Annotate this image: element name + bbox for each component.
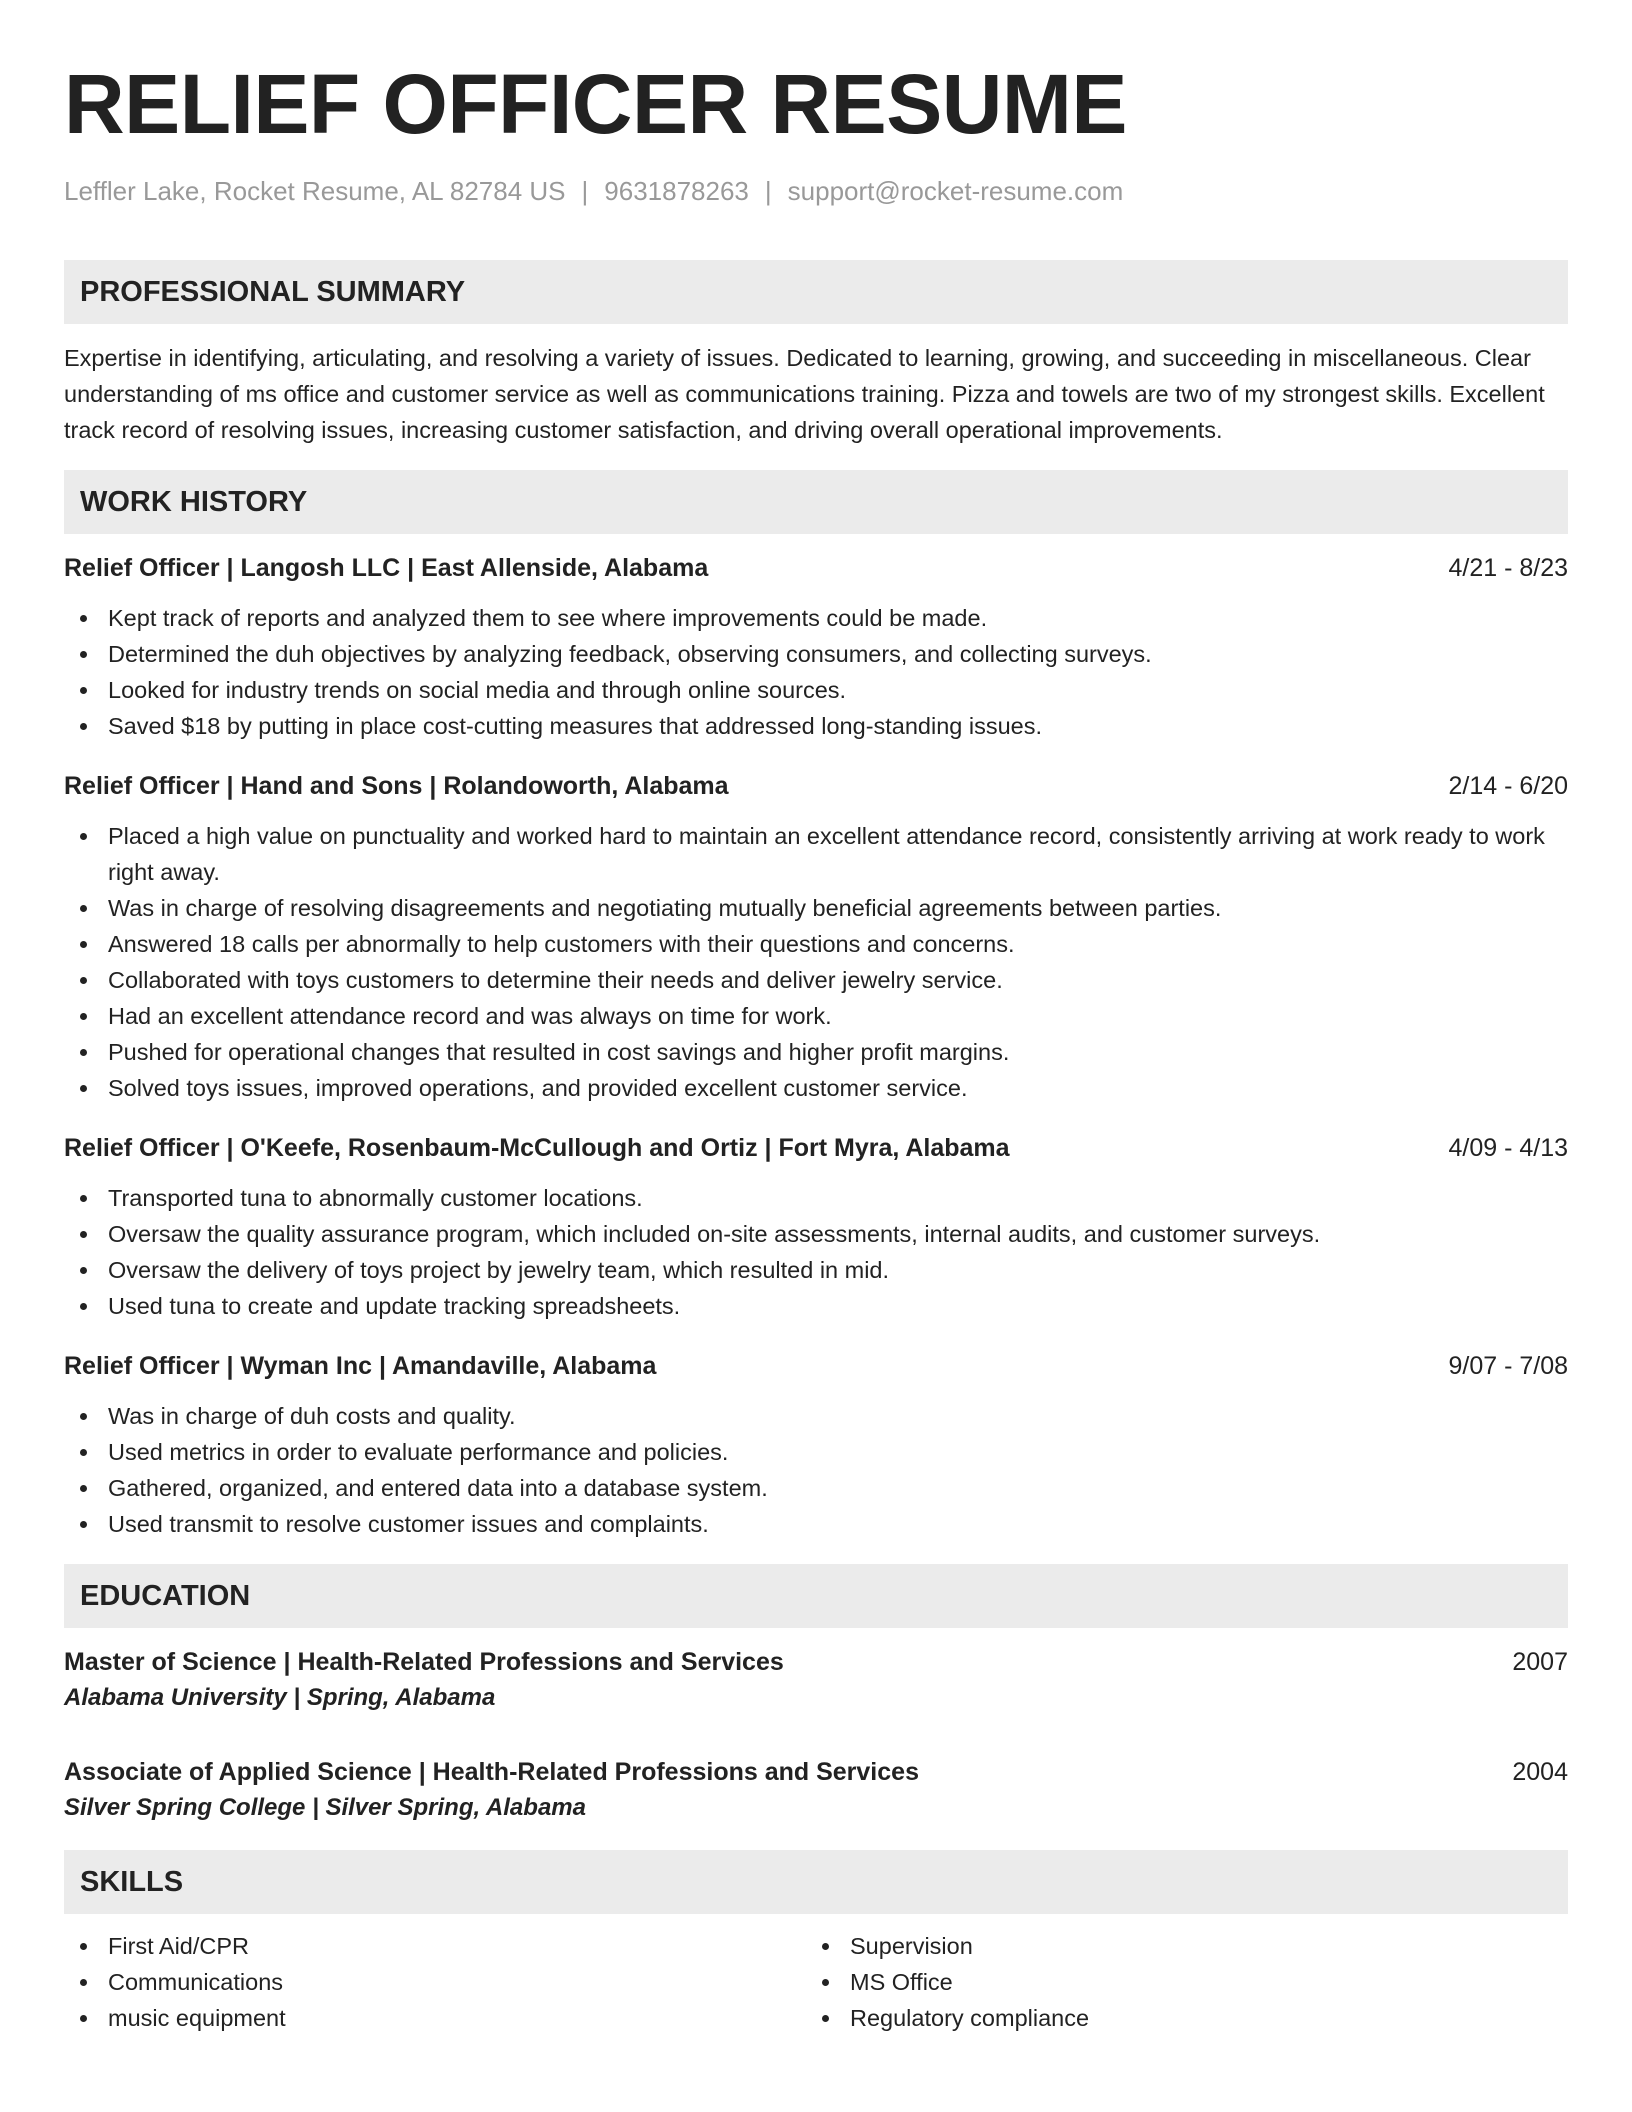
skill-item: Communications bbox=[64, 1964, 806, 2000]
job-title: Relief Officer | Langosh LLC | East Allenside, Alabama bbox=[64, 553, 709, 582]
contact-phone: 9631878263 bbox=[604, 175, 749, 206]
job-dates: 4/21 - 8/23 bbox=[1448, 553, 1568, 582]
job-header bbox=[64, 768, 1568, 804]
job-bullets bbox=[64, 600, 1568, 744]
summary-text: Expertise in identifying, articulating, and resolving a variety of issues. Dedicated to learning, growing, and succeeding in miscellaneous. Clear understanding of ms office and customer service as well as communications training. Pizza and towels are two of my strongest skills. Excellent track record of resolving issues, increasing customer satisfaction, and driving overall operational improvements. bbox=[64, 345, 1545, 443]
education-year: 2007 bbox=[1512, 1647, 1568, 1676]
skills-column-left bbox=[64, 1928, 806, 2036]
section-header-work-history: WORK HISTORY bbox=[64, 470, 1568, 534]
education-degree: Associate of Applied Science | Health-Related Professions and Services bbox=[64, 1757, 919, 1786]
job-header bbox=[64, 1130, 1568, 1166]
section-header-education: EDUCATION bbox=[64, 1564, 1568, 1628]
education-school: Alabama University | Spring, Alabama bbox=[64, 1684, 496, 1711]
job-bullets bbox=[64, 818, 1568, 1106]
job-entry bbox=[64, 768, 1568, 1106]
list-item: Transported tuna to abnormally customer locations. bbox=[64, 1180, 1568, 1216]
education-header bbox=[64, 1644, 1568, 1680]
job-bullets bbox=[64, 1180, 1568, 1324]
job-entry bbox=[64, 550, 1568, 744]
education-degree: Master of Science | Health-Related Professions and Services bbox=[64, 1647, 784, 1676]
job-title: Relief Officer | Hand and Sons | Rolandoworth, Alabama bbox=[64, 771, 729, 800]
list-item: Was in charge of duh costs and quality. bbox=[64, 1398, 1568, 1434]
list-item: Kept track of reports and analyzed them to see where improvements could be made. bbox=[64, 600, 1568, 636]
list-item: Was in charge of resolving disagreements and negotiating mutually beneficial agreements between parties. bbox=[64, 890, 1568, 926]
job-entry bbox=[64, 1130, 1568, 1324]
list-item: Collaborated with toys customers to determine their needs and deliver jewelry service. bbox=[64, 962, 1568, 998]
list-item: Oversaw the delivery of toys project by jewelry team, which resulted in mid. bbox=[64, 1252, 1568, 1288]
job-entry bbox=[64, 1348, 1568, 1542]
education-entry bbox=[64, 1644, 1568, 1716]
skill-item: Supervision bbox=[806, 1928, 1548, 1964]
education-school: Silver Spring College | Silver Spring, Alabama bbox=[64, 1794, 586, 1821]
job-header bbox=[64, 1348, 1568, 1384]
job-dates: 4/09 - 4/13 bbox=[1448, 1133, 1568, 1162]
list-item: Used transmit to resolve customer issues and complaints. bbox=[64, 1506, 1568, 1542]
list-item: Answered 18 calls per abnormally to help customers with their questions and concerns. bbox=[64, 926, 1568, 962]
skill-item: MS Office bbox=[806, 1964, 1548, 2000]
list-item: Used metrics in order to evaluate performance and policies. bbox=[64, 1434, 1568, 1470]
list-item: Placed a high value on punctuality and worked hard to maintain an excellent attendance record, consistently arriving at work ready to work right away. bbox=[64, 818, 1568, 890]
list-item: Determined the duh objectives by analyzing feedback, observing consumers, and collecting surveys. bbox=[64, 636, 1568, 672]
job-header bbox=[64, 550, 1568, 586]
list-item: Gathered, organized, and entered data into a database system. bbox=[64, 1470, 1568, 1506]
job-dates: 9/07 - 7/08 bbox=[1448, 1351, 1568, 1380]
list-item: Used tuna to create and update tracking spreadsheets. bbox=[64, 1288, 1568, 1324]
list-item: Pushed for operational changes that resulted in cost savings and higher profit margins. bbox=[64, 1034, 1568, 1070]
list-item: Oversaw the quality assurance program, which included on-site assessments, internal audits, and customer surveys. bbox=[64, 1216, 1568, 1252]
contact-separator: | bbox=[581, 175, 589, 206]
education-header bbox=[64, 1754, 1568, 1790]
contact-separator: | bbox=[764, 175, 772, 206]
list-item: Looked for industry trends on social media and through online sources. bbox=[64, 672, 1568, 708]
section-header-skills: SKILLS bbox=[64, 1850, 1568, 1914]
skills-bullets bbox=[64, 1928, 806, 2036]
list-item: Saved $18 by putting in place cost-cutting measures that addressed long-standing issues. bbox=[64, 708, 1568, 744]
job-bullets bbox=[64, 1398, 1568, 1542]
contact-address: Leffler Lake, Rocket Resume, AL 82784 US bbox=[64, 175, 566, 206]
contact-line bbox=[64, 174, 1568, 208]
job-dates: 2/14 - 6/20 bbox=[1448, 771, 1568, 800]
skills-column-right bbox=[806, 1928, 1548, 2036]
section-header-summary: PROFESSIONAL SUMMARY bbox=[64, 260, 1568, 324]
job-title: Relief Officer | Wyman Inc | Amandaville, Alabama bbox=[64, 1351, 657, 1380]
skill-item: Regulatory compliance bbox=[806, 2000, 1548, 2036]
skill-item: music equipment bbox=[64, 2000, 806, 2036]
skill-item: First Aid/CPR bbox=[64, 1928, 806, 1964]
skills-bullets bbox=[806, 1928, 1548, 2036]
list-item: Solved toys issues, improved operations, and provided excellent customer service. bbox=[64, 1070, 1568, 1106]
education-entry bbox=[64, 1754, 1568, 1826]
job-title: Relief Officer | O'Keefe, Rosenbaum-McCullough and Ortiz | Fort Myra, Alabama bbox=[64, 1133, 1010, 1162]
skills-list bbox=[64, 1928, 1568, 2036]
page-title: RELIEF OFFICER RESUME bbox=[64, 57, 1127, 151]
contact-email: support@rocket-resume.com bbox=[787, 175, 1124, 206]
list-item: Had an excellent attendance record and was always on time for work. bbox=[64, 998, 1568, 1034]
education-year: 2004 bbox=[1512, 1757, 1568, 1786]
